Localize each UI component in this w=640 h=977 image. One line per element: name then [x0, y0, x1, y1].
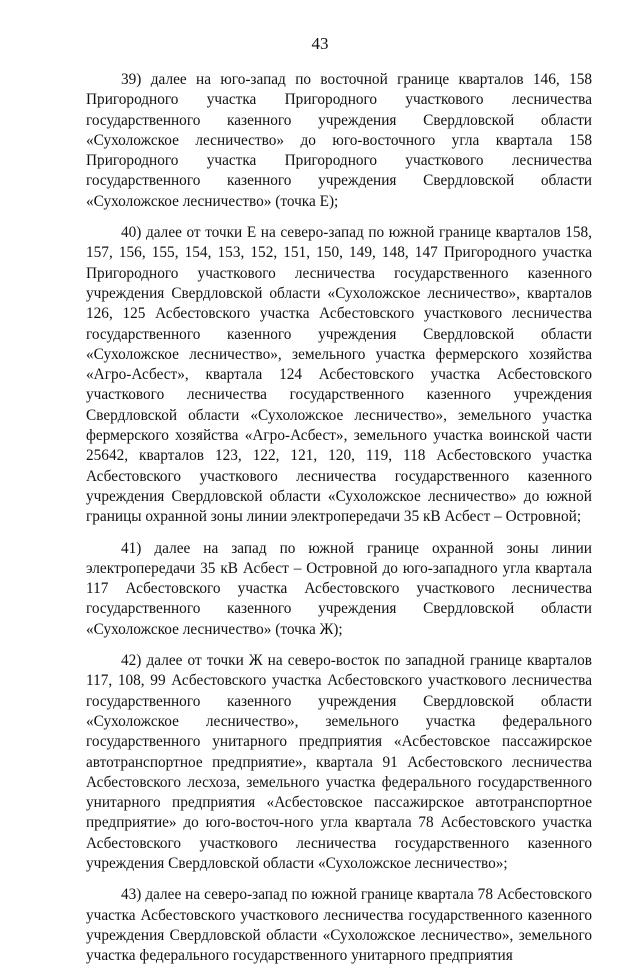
paragraph-41: 41) далее на запад по южной границе охранной зоны линии электропередачи 35 кВ Асбест – Островной до юго-западного угла квартала 117 Асбестовского участка Асбестовского участкового лесничества государственного казенного учреждения Свердловской области «Сухоложское лесничество» (точка Ж); — [86, 539, 592, 638]
page-number: 43 — [311, 34, 329, 53]
paragraph-39: 39) далее на юго-запад по восточной границе кварталов 146, 158 Пригородного участка Пригородного участкового лесничества государственного казенного учреждения Свердловской области «Сухоложское лесничество» до юго-восточного угла квартала 158 Пригородного участка Пригородного участкового лесничества государственного казенного учреждения Свердловской области «Сухоложское лесничество» (точка Е); — [86, 71, 592, 210]
paragraph-43: 43) далее на северо-запад по южной границе квартала 78 Асбестовского участка Асбестовского участкового лесничества государственного казенного учреждения Свердловской области «Сухоложское лесничество», земельного участка федерального государственного унитарного предприятия — [86, 886, 592, 965]
paragraph-42: 42) далее от точки Ж на северо-восток по западной границе кварталов 117, 108, 99 Асбестовского участка Асбестовского участкового лесничества государственного казенного учреждения Свердловской области «Сухоложское лесничество», земельного участка федерального государственного унитарного предприятия «Асбестовское пассажирское автотранспортное предприятие», квартала 91 Асбестовского лесничества Асбестовского лесхоза, земельного участка федерального государственного унитарного предприятия «Асбестовское пассажирское автотранспортное предприятие» до юго-восточ-ного угла квартала 78 Асбестовского участка Асбестовского участкового лесничества государственного казенного учреждения Свердловской области «Сухоложское лесничество»; — [86, 652, 592, 872]
document-body — [86, 70, 592, 977]
paragraph-40: 40) далее от точки Е на северо-запад по южной границе кварталов 158, 157, 156, 155, 154, 153, 152, 151, 150, 149, 148, 147 Пригородного участка Пригородного участкового лесничества государственного казенного учреждения Свердловской области «Сухоложское лесничество», кварталов 126, 125 Асбестовского участка Асбестовского участкового лесничества государственного казенного учреждения Свердловской области «Сухоложское лесничество», земельного участка фермерского хозяйства «Агро-Асбест», квартала 124 Асбестовского участка Асбестовского участкового лесничества государственного казенного учреждения Свердловской области «Сухоложское лесничество», земельного участка фермерского хозяйства «Агро-Асбест», земельного участка воинской части 25642, кварталов 123, 122, 121, 120, 119, 118 Асбестовского участка Асбестовского участкового лесничества государственного казенного учреждения Свердловской области «Сухоложское лесничество» до южной границы охранной зоны линии электропередачи 35 кВ Асбест – Островной; — [86, 224, 592, 526]
